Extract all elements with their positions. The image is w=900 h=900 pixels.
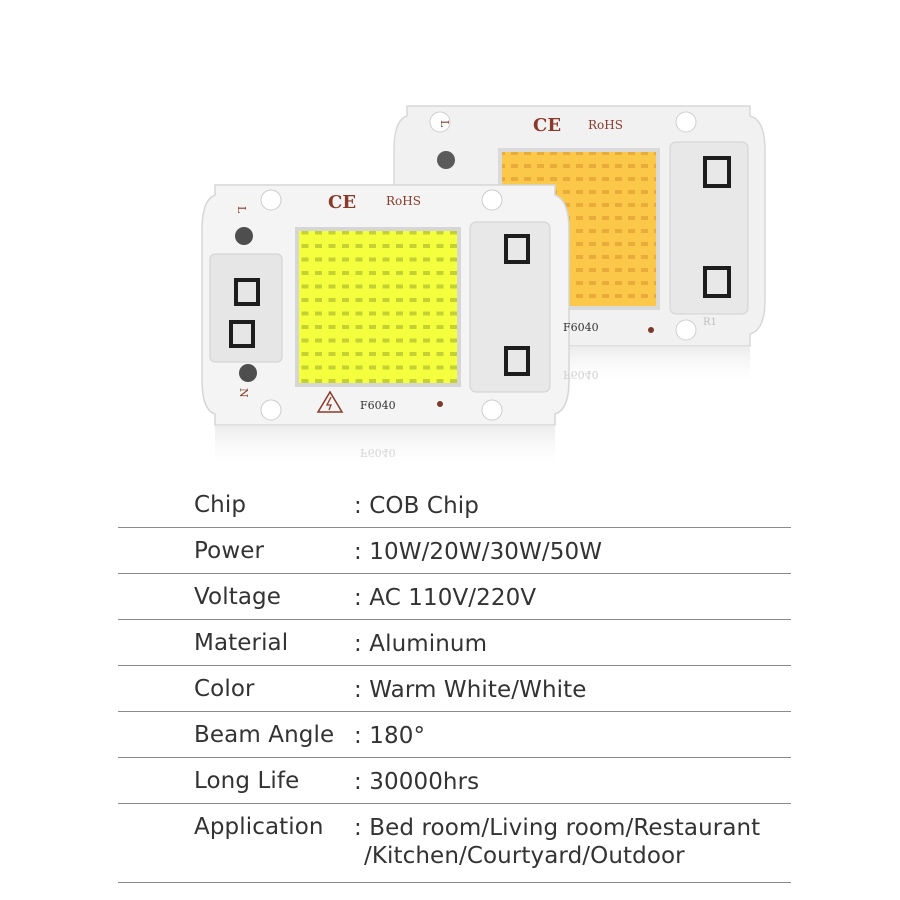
spec-value: : 180° — [354, 723, 426, 749]
spec-label: Color — [194, 676, 255, 702]
front-rohs-mark: RoHS — [386, 194, 421, 208]
back-model-label: F6040 — [563, 321, 599, 334]
front-pin-n-label: N — [237, 388, 250, 398]
spec-label: Material — [194, 630, 289, 656]
spec-label: Power — [194, 538, 265, 564]
back-pin-l-label: L — [438, 120, 451, 128]
spec-label: Long Life — [194, 768, 300, 794]
spec-value: : 30000hrs — [354, 769, 480, 795]
spec-row-beam-angle — [118, 712, 791, 758]
spec-row-long-life — [118, 758, 791, 804]
spec-value-line-2: /Kitchen/Courtyard/Outdoor — [364, 843, 685, 869]
spec-row-voltage — [118, 574, 791, 620]
front-ce-mark: CE — [328, 192, 357, 213]
front-model-label: F6040 — [360, 399, 396, 412]
spec-label: Beam Angle — [194, 722, 335, 748]
spec-value: : Warm White/White — [354, 677, 587, 703]
spec-value: : COB Chip — [354, 493, 479, 519]
spec-value — [354, 814, 760, 870]
spec-row-application — [118, 804, 791, 883]
spec-row-color — [118, 666, 791, 712]
white-cob-chip — [202, 185, 569, 425]
back-r1-label: R1 — [703, 317, 717, 328]
spec-value: : Aluminum — [354, 631, 488, 657]
spec-row-material — [118, 620, 791, 666]
back-rohs-mark: RoHS — [588, 118, 623, 132]
spec-value: : AC 110V/220V — [354, 585, 537, 611]
back-model-reflection: F6040 — [563, 368, 599, 381]
spec-label: Voltage — [194, 584, 281, 610]
back-ce-mark: CE — [533, 115, 562, 136]
spec-row-chip — [118, 482, 791, 528]
spec-label: Application — [194, 814, 324, 840]
front-model-reflection: F6040 — [360, 446, 396, 459]
front-pin-l-label: L — [235, 206, 248, 214]
spec-label: Chip — [194, 492, 247, 518]
spec-row-power — [118, 528, 791, 574]
spec-value-line-1: : Bed room/Living room/Restaurant — [354, 815, 761, 841]
spec-table — [118, 482, 791, 883]
spec-value: : 10W/20W/30W/50W — [354, 539, 603, 565]
